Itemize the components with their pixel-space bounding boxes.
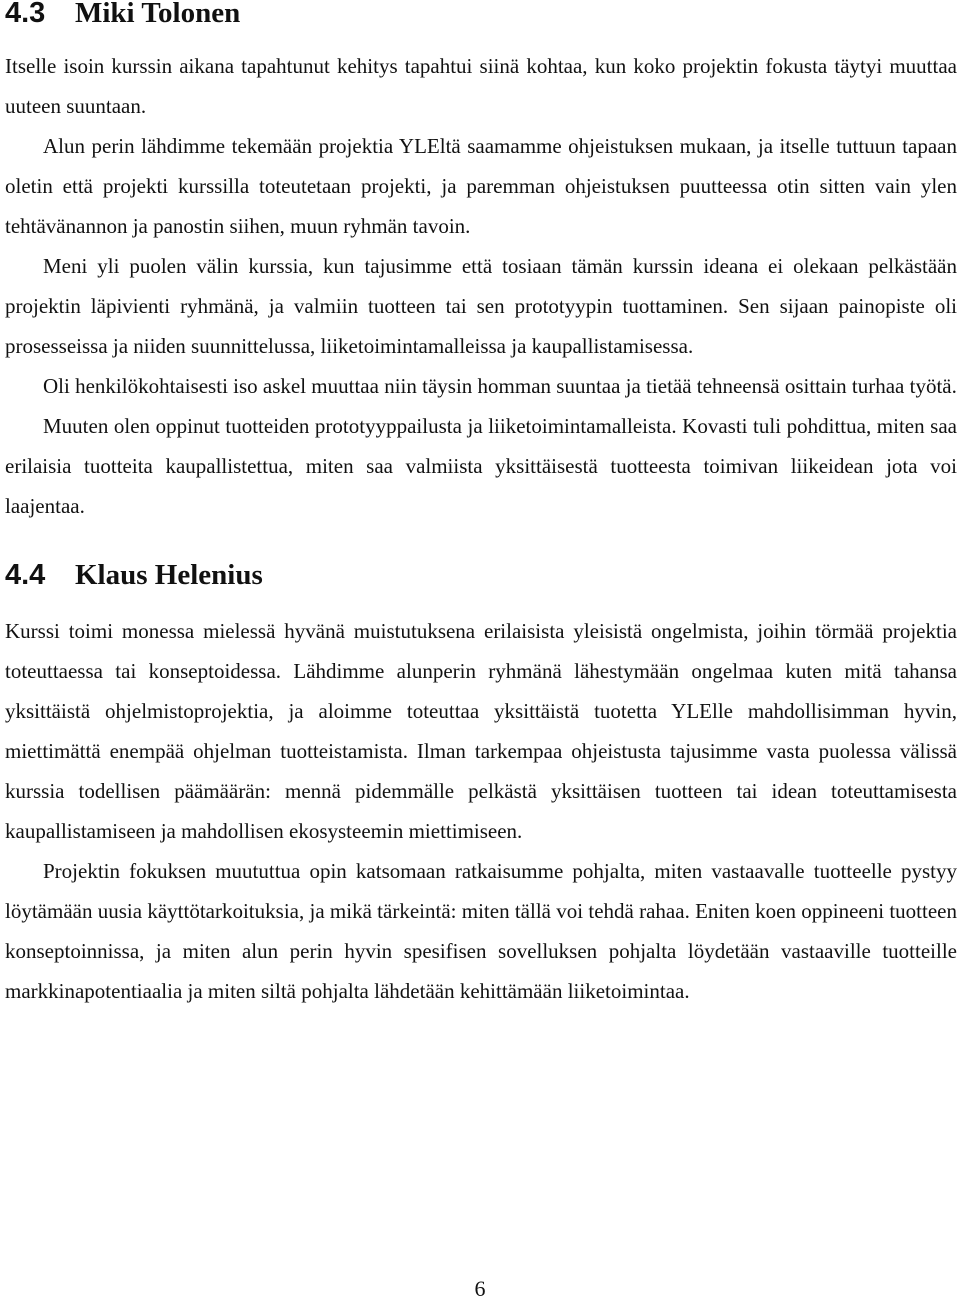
section-title: Miki Tolonen (75, 0, 241, 29)
paragraph: Alun perin lähdimme tekemään projektia YLEltä saamamme ohjeistuksen mukaan, ja itselle tuttuun tapaan oletin että projekti kurssilla toteutetaan projekti, ja paremman ohjeistuksen puutteessa otin sitten vain ylen tehtävänannon ja panostin siihen, muun ryhmän tavoin. (5, 133, 957, 238)
section-title: Klaus Helenius (75, 558, 263, 591)
paragraph: Kurssi toimi monessa mielessä hyvänä muistutuksena erilaisista yleisistä ongelmista, joihin törmää projektia toteuttaessa tai konseptoidessa. Lähdimme alunperin ryhmänä lähestymään ongelmaa kuten mitä tahansa yksittäistä ohjelmistoprojektia, ja aloimme toteuttaa yksittäistä tuotetta YLElle mahdollisimman hyvin, miettimättä enempää ohjelman tuotteistamista. Ilman tarkempaa ohjeistusta tajusimme vasta puolessa välissä kurssia todellisen päämäärän: mennä pidemmälle pelkästä yksittäisen tuotteen tai idean toteuttamisesta kaupallistamiseen ja mahdollisen ekosysteemin miettimiseen. (5, 618, 957, 843)
section-heading-miki-tolonen (5, 0, 957, 31)
section-number: 4.3 (5, 0, 46, 29)
section-body-miki-tolonen (5, 46, 957, 526)
paragraph: Muuten olen oppinut tuotteiden prototyyppailusta ja liiketoimintamalleista. Kovasti tuli pohdittua, miten saa erilaisia tuotteita kaupallistettua, miten saa valmiista yksittäisestä tuotteesta toimivan liikeidean jota voi laajentaa. (5, 413, 957, 518)
section-body-klaus-helenius (5, 611, 957, 1011)
document-page (5, 0, 957, 1011)
section-heading-klaus-helenius (5, 558, 957, 593)
paragraph: Itselle isoin kurssin aikana tapahtunut kehitys tapahtui siinä kohtaa, kun koko projektin fokusta täytyi muuttaa uuteen suuntaan. (5, 53, 957, 118)
page-number: 6 (474, 1276, 486, 1301)
paragraph: Meni yli puolen välin kurssia, kun tajusimme että tosiaan tämän kurssin ideana ei olekaan pelkästään projektin läpivienti ryhmänä, ja valmiin tuotteen tai sen prototyypin tuottaminen. Sen sijaan painopiste oli prosesseissa ja niiden suunnittelussa, liiketoimintamalleissa ja kaupallistamisessa. (5, 253, 957, 358)
paragraph: Projektin fokuksen muututtua opin katsomaan ratkaisumme pohjalta, miten vastaavalle tuotteelle pystyy löytämään uusia käyttötarkoituksia, ja mikä tärkeintä: miten tällä voi tehdä rahaa. Eniten koen oppineeni tuotteen konseptoinnissa, ja miten alun perin hyvin spesifisen sovelluksen pohjalta löydetään vastaaville tuotteille markkinapotentiaalia ja miten siltä pohjalta lähdetään kehittämään liiketoimintaa. (5, 858, 957, 1003)
section-number: 4.4 (5, 558, 46, 591)
paragraph: Oli henkilökohtaisesti iso askel muuttaa niin täysin homman suuntaa ja tietää tehneensä osittain turhaa työtä. (43, 373, 957, 398)
